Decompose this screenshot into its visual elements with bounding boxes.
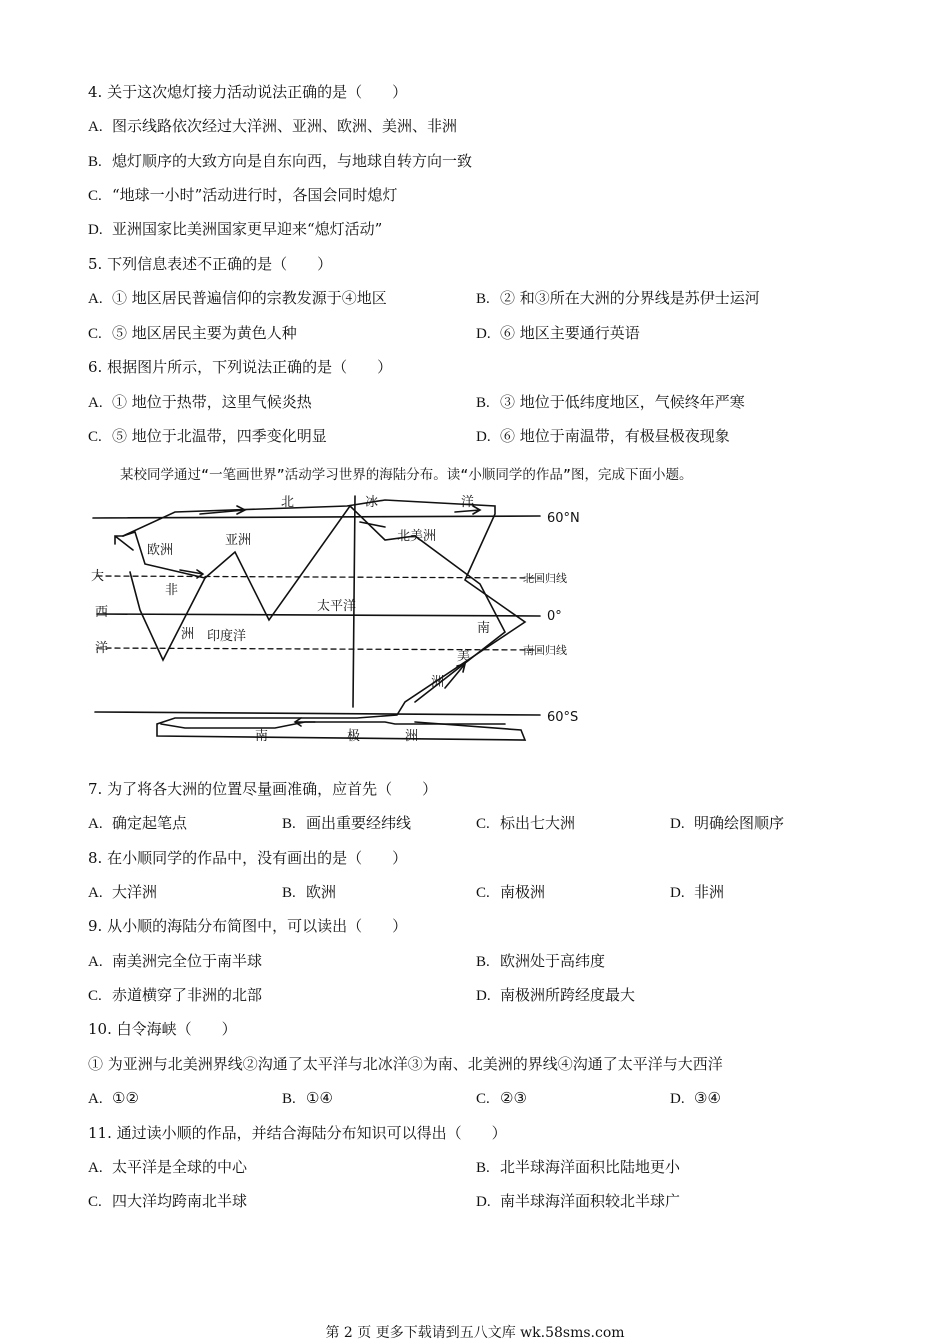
q7-option-c[interactable]: C. 标出七大洲 [476,814,576,832]
line-tropic-n [97,576,540,578]
q9-option-d[interactable]: D. 南极洲所跨经度最大 [476,986,636,1004]
label-arctic-2: 冰 [365,495,379,510]
line-equator [97,614,540,616]
label-atlantic-2: 西 [95,605,109,620]
label-antarctica-3: 洲 [405,729,419,744]
label-60n: 60°N [547,511,580,526]
label-atlantic-1: 大 [91,569,105,584]
q5-option-d[interactable]: D. ⑥ 地区主要通行英语 [476,324,640,342]
q9-option-c[interactable]: C. 赤道横穿了非洲的北部 [88,986,263,1004]
q10-statement: ① 为亚洲与北美洲界线②沟通了太平洋与北冰洋③为南、北美洲的界线④沟通了太平洋与大西洋 [88,1055,723,1073]
label-tropic-s: 南回归线 [523,644,567,657]
label-antarctica-2: 极 [347,729,361,744]
label-equator: 0° [547,609,562,624]
q8-stem: 8. 在小顺同学的作品中，没有画出的是（ ） [88,849,408,867]
line-tropic-s [97,648,540,650]
q11-stem: 11. 通过读小顺的作品，并结合海陆分布知识可以得出（ ） [88,1124,507,1142]
label-asia: 亚洲 [225,533,252,548]
q6-option-b[interactable]: B. ③ 地位于低纬度地区，气候终年严寒 [476,393,745,411]
arrow-6 [295,718,315,726]
q7-stem: 7. 为了将各大洲的位置尽量画准确，应首先（ ） [88,780,438,798]
line-60n [93,516,540,518]
q7-option-d[interactable]: D. 明确绘图顺序 [670,814,785,832]
q5-option-c[interactable]: C. ⑤ 地区居民主要为黄色人种 [88,324,297,342]
label-south-america-1: 南 [477,621,491,636]
label-atlantic-3: 洋 [95,641,109,656]
label-south-america-3: 洲 [431,675,445,690]
q5-option-b[interactable]: B. ② 和③所在大洲的分界线是苏伊士运河 [476,289,760,307]
q8-option-d[interactable]: D. 非洲 [670,883,725,901]
q11-option-d[interactable]: D. 南半球海洋面积较北半球广 [476,1192,681,1210]
q10-option-a[interactable]: A. ①② [88,1089,139,1107]
q10-option-c[interactable]: C. ②③ [476,1089,527,1107]
q10-option-d[interactable]: D. ③④ [670,1089,721,1107]
q6-stem: 6. 根据图片所示，下列说法正确的是（ ） [88,358,393,376]
q8-option-a[interactable]: A. 大洋洲 [88,883,158,901]
q6-option-d[interactable]: D. ⑥ 地位于南温带，有极昼极夜现象 [476,427,730,445]
q7-option-a[interactable]: A. 确定起笔点 [88,814,188,832]
arrow-7 [360,522,385,527]
q11-option-a[interactable]: A. 太平洋是全球的中心 [88,1158,248,1176]
q6-option-c[interactable]: C. ⑤ 地位于北温带，四季变化明显 [88,427,327,445]
q5-option-a[interactable]: A. ① 地区居民普遍信仰的宗教发源于④地区 [88,289,387,307]
line-60s [95,712,540,715]
intro-text: 某校同学通过“一笔画世界”活动学习世界的海陆分布。读“小顺同学的作品”图，完成下面小题。 [120,467,693,483]
label-arctic-1: 北 [281,495,295,510]
label-antarctica-1: 南 [255,729,269,744]
q10-stem: 10. 白令海峡（ ） [88,1020,237,1038]
label-africa-2: 洲 [181,627,195,642]
label-south-america-2: 美 [457,649,471,664]
label-north-america: 北美洲 [397,529,437,544]
q10-option-b[interactable]: B. ①④ [282,1089,333,1107]
q9-stem: 9. 从小顺的海陆分布简图中，可以读出（ ） [88,917,408,935]
label-tropic-n: 北回归线 [523,572,567,585]
q7-option-b[interactable]: B. 画出重要经纬线 [282,814,412,832]
q11-option-c[interactable]: C. 四大洋均跨南北半球 [88,1192,248,1210]
label-60s: 60°S [547,710,579,725]
q6-option-a[interactable]: A. ① 地位于热带，这里气候炎热 [88,393,312,411]
q9-option-b[interactable]: B. 欧洲处于高纬度 [476,952,606,970]
q4-option-d[interactable]: D. 亚洲国家比美洲国家更早迎来“熄灯活动” [88,220,383,238]
q8-option-c[interactable]: C. 南极洲 [476,883,546,901]
q9-option-a[interactable]: A. 南美洲完全位于南半球 [88,952,263,970]
q11-option-b[interactable]: B. 北半球海洋面积比陆地更小 [476,1158,681,1176]
q8-option-b[interactable]: B. 欧洲 [282,883,337,901]
q4-option-a[interactable]: A. 图示线路依次经过大洋洲、亚洲、欧洲、美洲、非洲 [88,117,458,135]
arrow-3 [115,536,133,550]
label-africa: 非 [165,583,179,598]
q4-stem: 4. 关于这次熄灯接力活动说法正确的是（ ） [88,83,408,101]
q4-option-b[interactable]: B. 熄灯顺序的大致方向是自东向西，与地球自转方向一致 [88,152,473,170]
hand-drawn-world-map [85,492,605,754]
label-arctic-3: 洋 [461,495,475,510]
q5-stem: 5. 下列信息表述不正确的是（ ） [88,255,333,273]
label-europe: 欧洲 [147,543,174,558]
page-footer: 第 2 页 更多下载请到五八文库 wk.58sms.com [325,1325,625,1341]
q4-option-c[interactable]: C. “地球一小时”活动进行时，各国会同时熄灯 [88,186,398,204]
label-indian: 印度洋 [207,629,247,644]
label-pacific: 太平洋 [317,599,357,614]
